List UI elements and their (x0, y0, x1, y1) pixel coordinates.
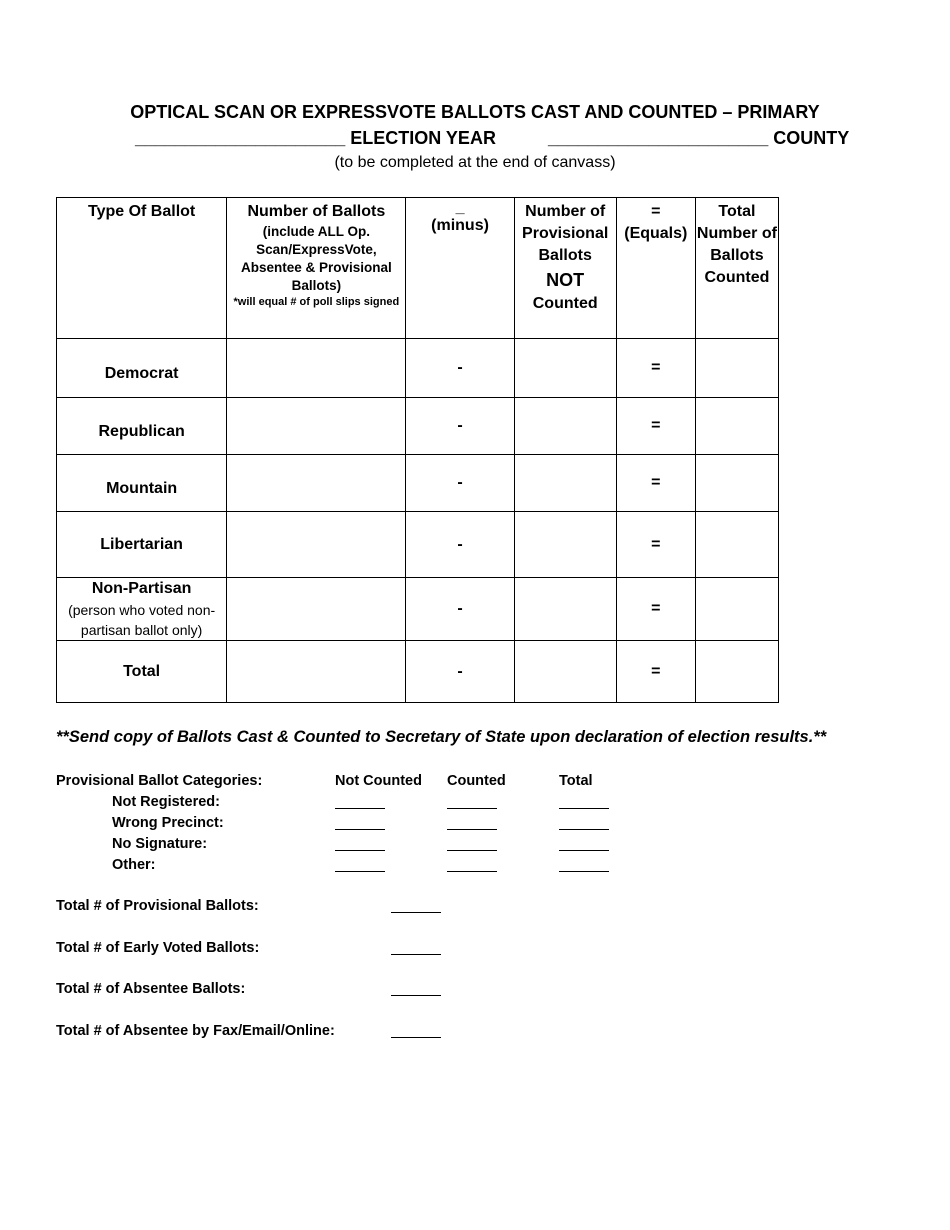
election-year-blank[interactable]: _____________________ (135, 128, 346, 148)
number-of-ballots-cell[interactable] (227, 455, 406, 512)
number-of-ballots-cell[interactable] (227, 398, 406, 455)
minus-label: (minus) (431, 217, 489, 234)
minus-symbol: _ (455, 199, 465, 216)
header-number-sub: (include ALL Op. Scan/ExpressVote, Absentee & Provisional Ballots) (240, 224, 392, 293)
category-label: Wrong Precinct: (112, 815, 224, 831)
total-absentee-blank[interactable] (391, 995, 441, 996)
no-signature-not-counted-blank[interactable] (335, 850, 385, 851)
wrong-precinct-counted-blank[interactable] (447, 829, 497, 830)
total-counted-cell[interactable] (695, 339, 778, 398)
prov-header-line1: Number of Provisional Ballots (522, 203, 609, 264)
category-label: No Signature: (112, 836, 208, 852)
equals-cell: = (616, 339, 695, 398)
not-registered-counted-blank[interactable] (447, 808, 497, 809)
header-minus (406, 198, 514, 339)
minus-cell: - (406, 398, 514, 455)
provisional-not-counted-cell[interactable] (514, 641, 616, 703)
provisional-not-counted-cell[interactable] (514, 339, 616, 398)
total-provisional-label: Total # of Provisional Ballots: (56, 898, 259, 914)
minus-cell: - (406, 339, 514, 398)
provisional-not-counted-cell[interactable] (514, 512, 616, 578)
equals-cell: = (616, 512, 695, 578)
equals-cell: = (616, 578, 695, 641)
number-of-ballots-cell[interactable] (227, 641, 406, 703)
wrong-precinct-not-counted-blank[interactable] (335, 829, 385, 830)
other-total-blank[interactable] (559, 871, 609, 872)
header-number-of-ballots (227, 198, 406, 339)
not-registered-total-blank[interactable] (559, 808, 609, 809)
table-row (57, 512, 779, 578)
number-of-ballots-cell[interactable] (227, 339, 406, 398)
table-header-row (57, 198, 779, 339)
total-counted-cell[interactable] (695, 512, 778, 578)
ballot-count-table (56, 197, 779, 703)
category-label: Not Registered: (112, 794, 220, 810)
header-equals (616, 198, 695, 339)
table-row (57, 578, 779, 641)
equals-cell: = (616, 398, 695, 455)
row-label: Democrat (57, 339, 227, 398)
provisional-not-counted-cell[interactable] (514, 455, 616, 512)
equals-cell: = (616, 641, 695, 703)
instructions-subtitle: (to be completed at the end of canvass) (334, 154, 616, 171)
row-label: Mountain (57, 455, 227, 512)
row-label: Non-Partisan (91, 580, 192, 597)
prov-header-counted: Counted (532, 295, 598, 312)
table-row (57, 398, 779, 455)
col-not-counted: Not Counted (335, 773, 422, 789)
number-of-ballots-cell[interactable] (227, 512, 406, 578)
not-registered-not-counted-blank[interactable] (335, 808, 385, 809)
county-label: COUNTY (773, 128, 850, 148)
total-counted-cell[interactable] (695, 398, 778, 455)
header-number-main: Number of Ballots (247, 203, 386, 220)
prov-header-not: NOT (546, 270, 585, 290)
election-year-label: ELECTION YEAR (350, 128, 496, 148)
header-type-of-ballot: Type Of Ballot (57, 198, 227, 339)
total-early-voted-label: Total # of Early Voted Ballots: (56, 940, 260, 956)
total-absentee-fax-blank[interactable] (391, 1037, 441, 1038)
equals-label: (Equals) (624, 225, 688, 242)
category-label: Other: (112, 857, 156, 873)
row-sublabel: (person who voted non-partisan ballot only) (68, 602, 216, 638)
table-row-total (57, 641, 779, 703)
minus-cell: - (406, 578, 514, 641)
form-title: OPTICAL SCAN OR EXPRESSVOTE BALLOTS CAST AND COUNTED – PRIMARY (130, 102, 820, 122)
total-counted-cell[interactable] (695, 578, 778, 641)
total-early-voted-blank[interactable] (391, 954, 441, 955)
minus-cell: - (406, 455, 514, 512)
no-signature-total-blank[interactable] (559, 850, 609, 851)
form-subtitle-line (135, 127, 850, 149)
number-of-ballots-cell[interactable] (227, 578, 406, 641)
header-number-note: *will equal # of poll slips signed (233, 296, 400, 308)
col-total: Total (559, 773, 593, 789)
header-provisional-not-counted (514, 198, 616, 339)
row-label: Republican (57, 398, 227, 455)
send-copy-note: **Send copy of Ballots Cast & Counted to Secretary of State upon declaration of election results.** (56, 728, 827, 746)
total-absentee-label: Total # of Absentee Ballots: (56, 981, 246, 997)
row-label: Libertarian (57, 512, 227, 578)
total-counted-cell[interactable] (695, 455, 778, 512)
wrong-precinct-total-blank[interactable] (559, 829, 609, 830)
header-total-counted: Total Number of Ballots Counted (695, 198, 778, 339)
minus-cell: - (406, 641, 514, 703)
minus-cell: - (406, 512, 514, 578)
provisional-not-counted-cell[interactable] (514, 398, 616, 455)
row-label-non-partisan (57, 578, 227, 641)
no-signature-counted-blank[interactable] (447, 850, 497, 851)
row-label: Total (57, 641, 227, 703)
col-counted: Counted (447, 773, 506, 789)
other-not-counted-blank[interactable] (335, 871, 385, 872)
provisional-heading: Provisional Ballot Categories: (56, 773, 263, 789)
total-provisional-blank[interactable] (391, 912, 441, 913)
equals-cell: = (616, 455, 695, 512)
other-counted-blank[interactable] (447, 871, 497, 872)
provisional-not-counted-cell[interactable] (514, 578, 616, 641)
equals-symbol: = (651, 203, 661, 220)
total-counted-cell[interactable] (695, 641, 778, 703)
total-absentee-fax-label: Total # of Absentee by Fax/Email/Online: (56, 1023, 335, 1039)
table-row (57, 339, 779, 398)
county-blank[interactable]: ______________________ (547, 128, 769, 148)
table-row (57, 455, 779, 512)
